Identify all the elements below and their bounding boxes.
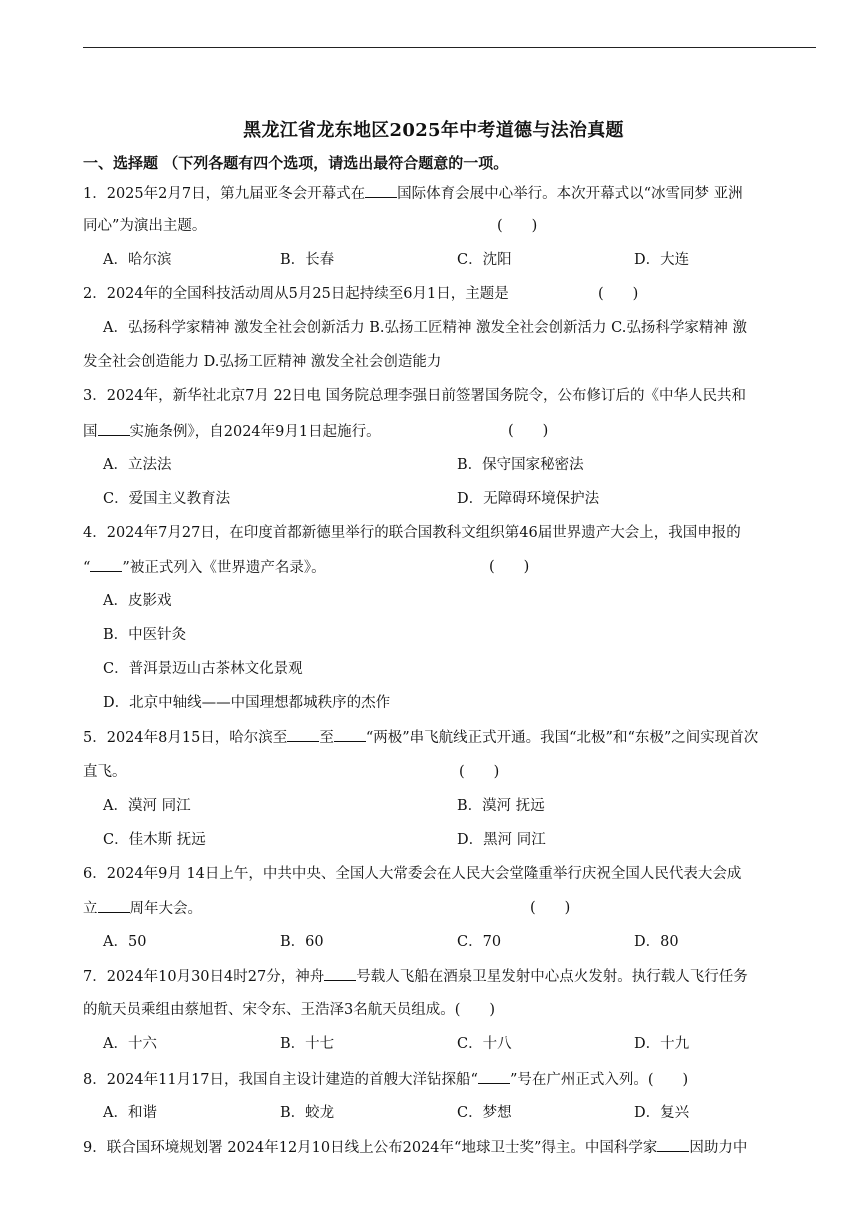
answer-parentheses: ( ): [454, 1002, 496, 1018]
answer-blank: [98, 898, 130, 913]
question-7-line-1: [83, 966, 748, 986]
answer-parentheses: ( ): [530, 900, 571, 916]
q8-option-b: B．蛟龙: [280, 1105, 335, 1121]
question-4-line-1: 4．2024年7月27日，在印度首都新德里举行的联合国教科文组织第46届世界遗产大会上，我国申报的: [83, 525, 741, 541]
q7-option-a: A．十六: [103, 1036, 157, 1052]
question-1-line-2: 同心”为演出主题。: [83, 218, 207, 234]
q1-option-d: D．大连: [634, 252, 690, 268]
question-4-line-2: [83, 557, 326, 577]
question-8-line-1: [83, 1069, 688, 1089]
q1-option-a: A．哈尔滨: [103, 252, 172, 268]
answer-parentheses: ( ): [497, 218, 538, 234]
question-7-line-2: [83, 1000, 495, 1020]
answer-parentheses: ( ): [459, 764, 500, 780]
q4-option-a: A．皮影戏: [103, 593, 172, 609]
question-5-text-c: “两极”串飞航线正式开通。我国“北极”和“东极”之间实现首次: [365, 730, 759, 746]
page-title: 黑龙江省龙东地区2025年中考道德与法治真题: [243, 120, 624, 141]
answer-blank: [657, 1137, 689, 1152]
q7-option-b: B．十七: [280, 1036, 335, 1052]
question-2-line-1: 2．2024年的全国科技活动周从5月25日起持续至6月1日，主题是: [83, 286, 509, 302]
answer-blank: [287, 727, 319, 742]
answer-parentheses: ( ): [489, 559, 530, 575]
q8-option-a: A．和谐: [103, 1105, 157, 1121]
answer-blank: [478, 1069, 510, 1084]
question-7-text-b: 号载人飞船在酒泉卫星发射中心点火发射。执行载人飞行任务: [356, 969, 748, 985]
question-4-text-b: ”被正式列入《世界遗产名录》。: [122, 560, 326, 576]
q1-option-b: B．长春: [280, 252, 335, 268]
question-2-options-line-1: A．弘扬科学家精神 激发全社会创新活力 B.弘扬工匠精神 激发全社会创新活力 C.弘扬科学家精神 激: [103, 320, 747, 336]
question-3-text-b: 实施条例》，自2024年9月1日起施行。: [129, 424, 381, 440]
q7-option-d: D．十九: [634, 1036, 690, 1052]
q5-option-b: B．漠河 抚远: [457, 798, 545, 814]
q3-option-a: A．立法法: [103, 457, 172, 473]
answer-blank: [324, 966, 356, 981]
q7-option-c: C．十八: [457, 1036, 512, 1052]
q6-option-b: B．60: [280, 934, 324, 950]
q6-option-d: D．80: [634, 934, 679, 950]
question-1-line-1: [83, 183, 743, 203]
q3-option-d: D．无障碍环境保护法: [457, 491, 600, 507]
question-6-line-2: [83, 898, 202, 918]
q8-option-d: D．复兴: [634, 1105, 690, 1121]
question-9-line-1: [83, 1137, 747, 1157]
header-rule: [83, 47, 816, 48]
answer-blank: [90, 557, 122, 572]
answer-blank: [334, 727, 366, 742]
question-8-text-b: ”号在广州正式入列。: [509, 1072, 648, 1088]
q6-option-a: A．50: [103, 934, 147, 950]
q6-option-c: C．70: [457, 934, 502, 950]
question-5-text-b: 至: [319, 730, 334, 746]
question-7-text-c: 的航天员乘组由蔡旭哲、宋令东、王浩泽3名航天员组成。: [83, 1002, 455, 1018]
question-5-line-2: 直飞。: [83, 764, 127, 780]
question-3-line-2: [83, 421, 381, 441]
q1-option-c: C．沈阳: [457, 252, 512, 268]
question-2-options-line-2: 发全社会创造能力 D.弘扬工匠精神 激发全社会创造能力: [83, 354, 442, 370]
question-1-text-a: 1．2025年2月7日，第九届亚冬会开幕式在: [83, 186, 366, 202]
q8-option-c: C．梦想: [457, 1105, 512, 1121]
q5-option-a: A．漠河 同江: [103, 798, 191, 814]
answer-parentheses: ( ): [647, 1072, 689, 1088]
question-1-text-b: 国际体育会展中心举行。本次开幕式以“冰雪同梦 亚洲: [397, 186, 743, 202]
q3-option-b: B．保守国家秘密法: [457, 457, 584, 473]
q5-option-d: D．黑河 同江: [457, 832, 546, 848]
q4-option-d: D．北京中轴线——中国理想都城秩序的杰作: [103, 695, 391, 711]
question-6-line-1: 6．2024年9月 14日上午，中共中央、全国人大常委会在人民大会堂隆重举行庆祝全国人民代表大会成: [83, 866, 742, 882]
question-8-text-a: 8．2024年11月17日，我国自主设计建造的首艘大洋钻探船“: [83, 1072, 478, 1088]
q4-option-b: B．中医针灸: [103, 627, 187, 643]
q3-option-c: C．爱国主义教育法: [103, 491, 231, 507]
q5-option-c: C．佳木斯 抚远: [103, 832, 206, 848]
question-9-text-a: 9．联合国环境规划署 2024年12月10日线上公布2024年“地球卫士奖”得主。中国科学家: [83, 1140, 658, 1156]
answer-parentheses: ( ): [508, 423, 549, 439]
q4-option-c: C．普洱景迈山古茶林文化景观: [103, 661, 303, 677]
question-5-text-a: 5．2024年8月15日，哈尔滨至: [83, 730, 288, 746]
question-3-text-a: 国: [83, 424, 98, 440]
question-4-text-a: “: [83, 560, 91, 576]
answer-blank: [98, 421, 130, 436]
section-heading: 一、选择题 （下列各题有四个选项，请选出最符合题意的一项。: [83, 154, 509, 172]
answer-blank: [365, 183, 397, 198]
question-5-line-1: [83, 727, 758, 747]
question-7-text-a: 7．2024年10月30日4时27分，神舟: [83, 969, 325, 985]
question-6-text-a: 立: [83, 901, 98, 917]
answer-parentheses: ( ): [598, 286, 639, 302]
question-6-text-b: 周年大会。: [129, 901, 202, 917]
question-3-line-1: 3．2024年，新华社北京7月 22日电 国务院总理李强日前签署国务院令，公布修订后的《中华人民共和: [83, 388, 747, 404]
question-9-text-b: 因助力中: [689, 1140, 748, 1156]
